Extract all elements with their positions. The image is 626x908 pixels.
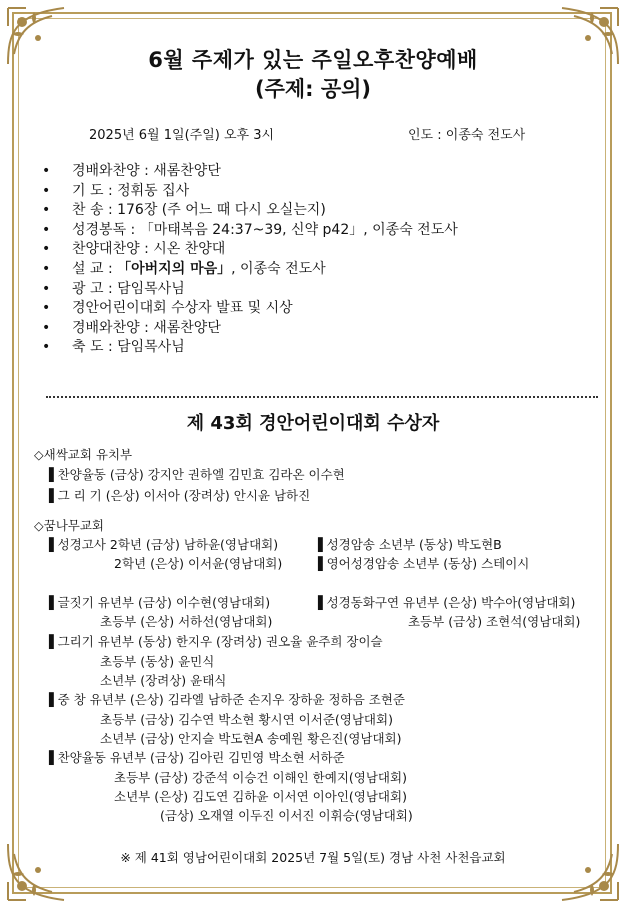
order-of-service-list [42,162,458,358]
service-leader: 인도 : 이종숙 전도사 [408,128,526,143]
bullet-icon: • [42,163,51,179]
list-item-text: 성경봉독 : 「마태복음 24:37~39, 신약 p42」, 이종숙 전도사 [72,221,458,238]
bullet-icon: • [42,280,51,297]
footer-note: ※ 제 41회 영남어린이대회 2025년 7월 5일(토) 경남 사천 사천읍교회 [120,850,506,865]
award-line: ▐ 성경암송 소년부 (동상) 박도현B [313,537,502,552]
award-line: 초등부 (금상) 조현석(영남대회) [408,614,581,629]
bullet-icon: • [42,319,51,336]
page-subtitle: (주제: 공의) [254,77,372,101]
list-item-text: 경배와찬양 : 새롬찬양단 [72,319,221,336]
service-date: 2025년 6월 1일(주일) 오후 3시 [89,128,275,143]
award-line: 소년부 (금상) 안지슬 박도현A 송예원 황은진(영남대회) [100,731,402,746]
list-item [42,338,458,358]
award-line: 소년부 (은상) 김도연 김하윤 이서연 이아인(영남대회) [114,789,407,804]
list-item-text: 축 도 : 담임목사님 [72,339,185,356]
awards-title: 제 43회 경안어린이대회 수상자 [186,413,440,434]
list-item-text: 경안어린이대회 수상자 발표 및 시상 [72,300,293,317]
list-item [42,280,458,300]
award-line: 2학년 (은상) 이서윤(영남대회) [114,556,283,571]
award-line: ▐ 그 리 기 (은상) 이서아 (장려상) 안시윤 남하진 [44,488,311,503]
award-line: ▐ 성경동화구연 유년부 (은상) 박수아(영남대회) [313,595,576,610]
award-line: ▐ 성경고사 2학년 (금상) 남하윤(영남대회) [44,537,279,552]
award-line: 초등부 (금상) 김수연 박소현 황시연 이서준(영남대회) [100,712,393,727]
award-line: ▐ 그리기 유년부 (동상) 한지우 (장려상) 권오율 윤주희 장이슬 [44,634,383,649]
list-item [42,201,458,221]
bullet-icon: • [42,241,51,258]
bullet-icon: • [42,182,51,199]
bullet-icon: • [42,202,51,219]
bullet-icon: • [42,300,51,317]
bullet-icon: • [42,339,51,356]
award-line: ▐ 찬양율동 유년부 (금상) 김아린 김민영 박소현 서하준 [44,750,345,765]
award-line: ▐ 찬양율동 (금상) 강지안 권하엘 김민효 김라온 이수현 [44,467,345,482]
award-line: ▐ 중 창 유년부 (은상) 김라엘 남하준 손지우 장하윤 정하음 조현준 [44,692,405,707]
list-item-text: 찬 송 : 176장 (주 어느 때 다시 오실는지) [72,202,326,219]
sermon-preacher: , 이종숙 전도사 [231,260,326,277]
section-header: ◇꿈나무교회 [34,518,104,533]
bullet-icon: • [42,221,51,238]
list-item-text: 찬양대찬양 : 시온 찬양대 [72,241,226,258]
sermon-label: 설 교 : [72,260,118,277]
list-item-text: 광 고 : 담임목사님 [72,280,185,297]
list-item-text: 경배와찬양 : 새롬찬양단 [72,163,221,179]
award-line: ▐ 영어성경암송 소년부 (동상) 스테이시 [313,556,530,571]
dotted-divider [46,396,598,398]
page-title: 6월 주제가 있는 주일오후찬양예배 [148,48,478,72]
award-line: 초등부 (동상) 윤민식 [100,654,215,669]
award-line: 초등부 (은상) 서하선(영남대회) [100,614,273,629]
list-item [42,221,458,241]
award-line: ▐ 글짓기 유년부 (금상) 이수현(영남대회) [44,595,271,610]
list-item-text: 기 도 : 정휘동 집사 [72,182,190,199]
list-item [42,299,458,319]
sermon-title: 「아버지의 마음」 [117,260,232,277]
list-item [42,240,458,260]
award-line: 초등부 (금상) 강준석 이승건 이해인 한예지(영남대회) [114,770,407,785]
list-item [42,162,458,182]
section-header: ◇새싹교회 유치부 [34,447,133,462]
list-item-text [72,260,326,280]
list-item [42,182,458,202]
award-line: 소년부 (장려상) 윤태식 [100,673,227,688]
list-item [42,260,458,280]
list-item [42,319,458,339]
award-line: (금상) 오재열 이두진 이서진 이휘승(영남대회) [160,808,413,823]
bullet-icon: • [42,260,51,277]
